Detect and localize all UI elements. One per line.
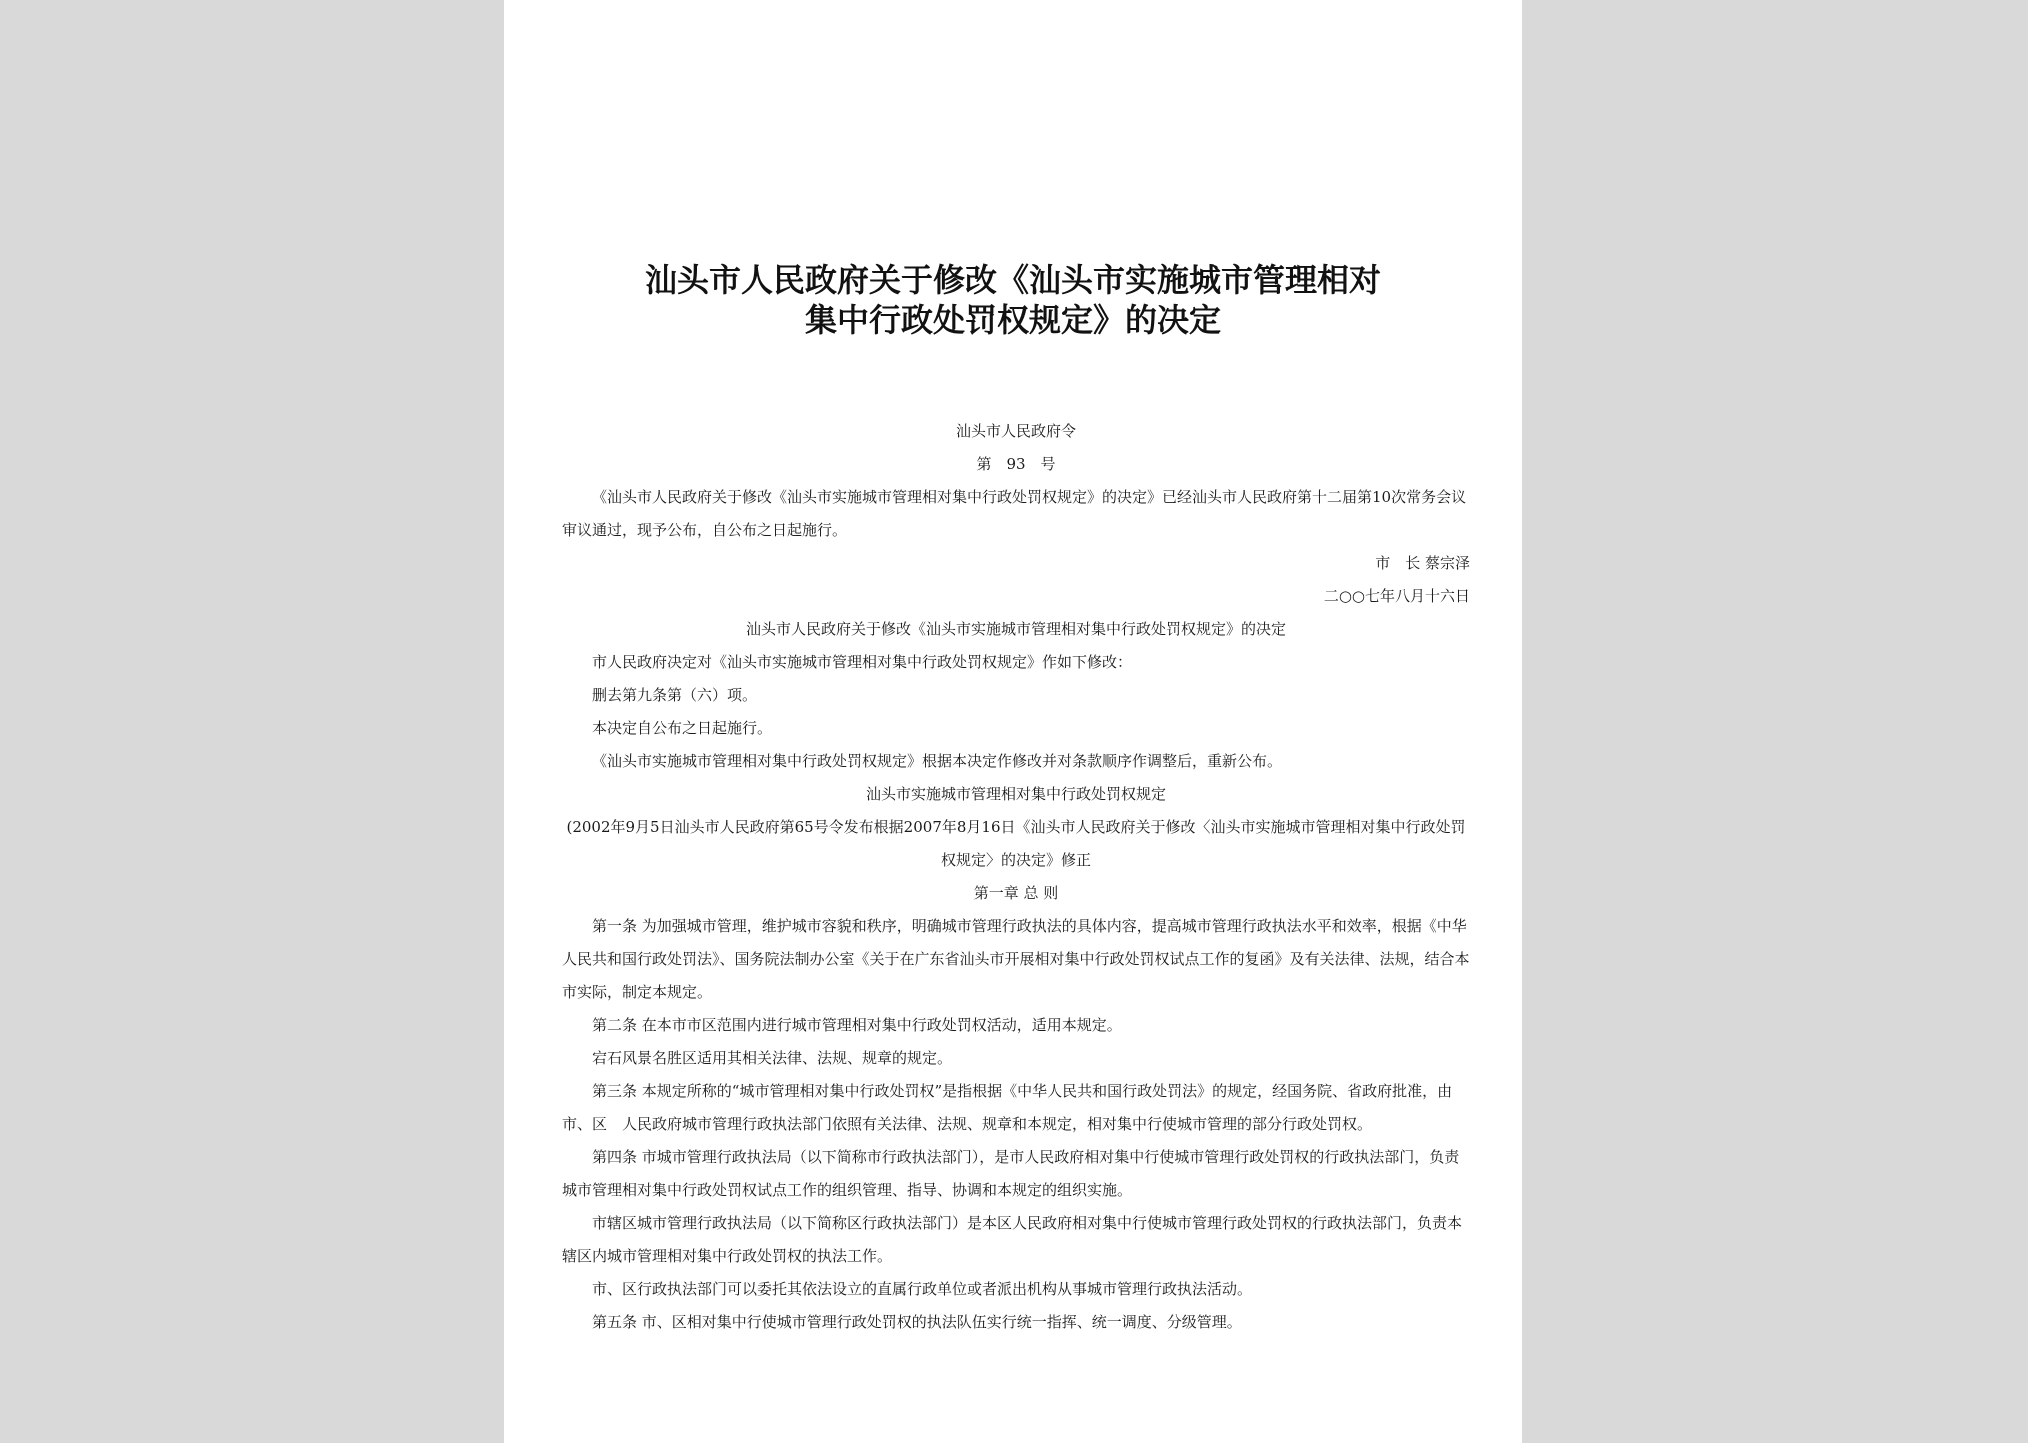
document-page bbox=[504, 0, 1522, 1443]
article-2-extra: 宕石风景名胜区适用其相关法律、法规、规章的规定。 bbox=[592, 1049, 953, 1067]
decision-item-2: 本决定自公布之日起施行。 bbox=[592, 719, 773, 737]
issue-date: 二○○七年八月十六日 bbox=[1323, 587, 1470, 605]
announcement-paragraph: 《汕头市人民政府关于修改《汕头市实施城市管理相对集中行政处罚权规定》的决定》已经汕头市人民政府第十二届第10次常务会议审议通过，现予公布，自公布之日起施行。 bbox=[562, 488, 1467, 539]
order-header: 汕头市人民政府令 bbox=[955, 422, 1076, 440]
document-title bbox=[544, 260, 1482, 340]
decision-item-1: 删去第九条第（六）项。 bbox=[592, 686, 758, 704]
document-title-line-1: 汕头市人民政府关于修改《汕头市实施城市管理相对 bbox=[644, 261, 1381, 299]
regulation-note: (2002年9月5日汕头市人民政府第65号令发布根据2007年8月16日《汕头市人民政府关于修改〈汕头市实施城市管理相对集中行政处罚权规定〉的决定》修正 bbox=[566, 818, 1466, 869]
decision-intro: 市人民政府决定对《汕头市实施城市管理相对集中行政处罚权规定》作如下修改： bbox=[592, 653, 1133, 671]
decision-title: 汕头市人民政府关于修改《汕头市实施城市管理相对集中行政处罚权规定》的决定 bbox=[745, 620, 1286, 638]
chapter-heading: 第一章 总 则 bbox=[973, 884, 1059, 902]
document-title-line-2: 集中行政处罚权规定》的决定 bbox=[804, 301, 1221, 339]
order-number: 第 93 号 bbox=[976, 455, 1056, 473]
article-2: 第二条 在本市市区范围内进行城市管理相对集中行政处罚权活动，适用本规定。 bbox=[592, 1016, 1122, 1034]
article-3: 第三条 本规定所称的“城市管理相对集中行政处罚权”是指根据《中华人民共和国行政处罚法》的规定，经国务院、省政府批准，由市、区 人民政府城市管理行政执法部门依照有关法律、法规、规章和本规定，相对集中行使城市管理的部分行政处罚权。 bbox=[562, 1082, 1453, 1133]
article-5: 第五条 市、区相对集中行使城市管理行政处罚权的执法队伍实行统一指挥、统一调度、分级管理。 bbox=[592, 1313, 1242, 1331]
signatory: 市 长 蔡宗泽 bbox=[1375, 554, 1470, 572]
regulation-title: 汕头市实施城市管理相对集中行政处罚权规定 bbox=[865, 785, 1166, 803]
article-4: 第四条 市城市管理行政执法局（以下简称市行政执法部门），是市人民政府相对集中行使城市管理行政处罚权的行政执法部门，负责城市管理相对集中行政处罚权试点工作的组织管理、指导、协调和本规定的组织实施。 bbox=[562, 1148, 1460, 1199]
document-body bbox=[562, 415, 1470, 1339]
article-4-paragraph-3: 市、区行政执法部门可以委托其依法设立的直属行政单位或者派出机构从事城市管理行政执法活动。 bbox=[592, 1280, 1253, 1298]
decision-item-3: 《汕头市实施城市管理相对集中行政处罚权规定》根据本决定作修改并对条款顺序作调整后，重新公布。 bbox=[592, 752, 1283, 770]
article-4-paragraph-2: 市辖区城市管理行政执法局（以下简称区行政执法部门）是本区人民政府相对集中行使城市管理行政处罚权的行政执法部门，负责本辖区内城市管理相对集中行政处罚权的执法工作。 bbox=[562, 1214, 1463, 1265]
article-1: 第一条 为加强城市管理，维护城市容貌和秩序，明确城市管理行政执法的具体内容，提高城市管理行政执法水平和效率，根据《中华人民共和国行政处罚法》、国务院法制办公室《关于在广东省汕头市开展相对集中行政处罚权试点工作的复函》及有关法律、法规，结合本市实际，制定本规定。 bbox=[562, 917, 1470, 1001]
